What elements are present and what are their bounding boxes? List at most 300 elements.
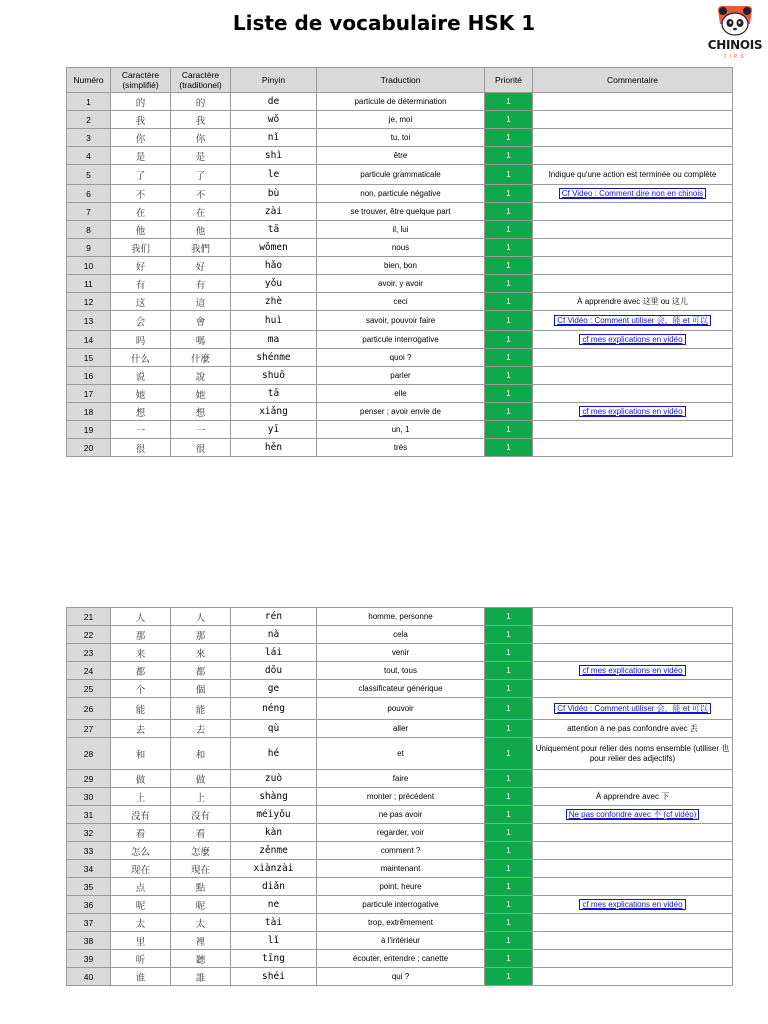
table-row xyxy=(67,257,733,275)
pinyin-cell: le xyxy=(231,165,317,185)
translation-cell: nous xyxy=(317,239,485,257)
simplified-character: 在 xyxy=(111,203,171,221)
simplified-character: 什么 xyxy=(111,349,171,367)
traditional-character: 聽 xyxy=(171,950,231,968)
comment-cell xyxy=(533,257,733,275)
table-row xyxy=(67,950,733,968)
table-row xyxy=(67,421,733,439)
simplified-character: 吗 xyxy=(111,331,171,349)
comment-cell xyxy=(533,111,733,129)
row-number: 37 xyxy=(67,914,111,932)
header-comment: Commentaire xyxy=(533,68,733,93)
table-row xyxy=(67,738,733,770)
traditional-character: 很 xyxy=(171,439,231,457)
pinyin-cell: nǐ xyxy=(231,129,317,147)
pinyin-cell: hé xyxy=(231,738,317,770)
row-number: 22 xyxy=(67,626,111,644)
pinyin-cell: shàng xyxy=(231,788,317,806)
priority-cell: 1 xyxy=(485,111,533,129)
priority-cell: 1 xyxy=(485,129,533,147)
traditional-character: 現在 xyxy=(171,860,231,878)
priority-cell: 1 xyxy=(485,221,533,239)
translation-cell: classificateur générique xyxy=(317,680,485,698)
table-row xyxy=(67,439,733,457)
vocab-table-2 xyxy=(66,607,733,986)
translation-cell: être xyxy=(317,147,485,165)
simplified-character: 是 xyxy=(111,147,171,165)
pinyin-cell: zài xyxy=(231,203,317,221)
pinyin-cell: nà xyxy=(231,626,317,644)
pinyin-cell: xiànzài xyxy=(231,860,317,878)
simplified-character: 了 xyxy=(111,165,171,185)
comment-cell xyxy=(533,968,733,986)
table-row xyxy=(67,644,733,662)
pinyin-cell: yǒu xyxy=(231,275,317,293)
table-row xyxy=(67,403,733,421)
priority-cell: 1 xyxy=(485,932,533,950)
priority-cell: 1 xyxy=(485,93,533,111)
traditional-character: 她 xyxy=(171,385,231,403)
traditional-character: 人 xyxy=(171,608,231,626)
pinyin-cell: tā xyxy=(231,385,317,403)
pinyin-cell: zěnme xyxy=(231,842,317,860)
pinyin-cell: zhè xyxy=(231,293,317,311)
priority-cell: 1 xyxy=(485,770,533,788)
priority-cell: 1 xyxy=(485,385,533,403)
traditional-character: 是 xyxy=(171,147,231,165)
translation-cell: faire xyxy=(317,770,485,788)
translation-cell: très xyxy=(317,439,485,457)
priority-cell: 1 xyxy=(485,914,533,932)
traditional-character: 他 xyxy=(171,221,231,239)
table-row xyxy=(67,770,733,788)
pinyin-cell: shéi xyxy=(231,968,317,986)
traditional-character: 呢 xyxy=(171,896,231,914)
translation-cell: il, lui xyxy=(317,221,485,239)
priority-cell: 1 xyxy=(485,806,533,824)
priority-cell: 1 xyxy=(485,275,533,293)
row-number: 9 xyxy=(67,239,111,257)
simplified-character: 我 xyxy=(111,111,171,129)
translation-cell: maintenant xyxy=(317,860,485,878)
table-row xyxy=(67,331,733,349)
traditional-character: 說 xyxy=(171,367,231,385)
comment-link[interactable]: Cf Vidéo : Comment utiliser 会，能 et 可以 xyxy=(554,703,711,714)
priority-cell: 1 xyxy=(485,165,533,185)
comment-cell xyxy=(533,770,733,788)
comment-link[interactable]: Ne pas confondre avec 不 (cf vidéo) xyxy=(566,809,700,820)
comment-cell xyxy=(533,662,733,680)
priority-cell: 1 xyxy=(485,349,533,367)
comment-cell: Uniquement pour relier des noms ensemble (utiliser 也 pour relier des adjectifs) xyxy=(533,738,733,770)
priority-cell: 1 xyxy=(485,293,533,311)
simplified-character: 谁 xyxy=(111,968,171,986)
table-row xyxy=(67,311,733,331)
traditional-character: 個 xyxy=(171,680,231,698)
traditional-character: 去 xyxy=(171,720,231,738)
translation-cell: à l'intérieur xyxy=(317,932,485,950)
comment-link[interactable]: cf mes explications en vidéo xyxy=(579,334,685,345)
simplified-character: 个 xyxy=(111,680,171,698)
comment-cell xyxy=(533,129,733,147)
table-row xyxy=(67,896,733,914)
comment-cell xyxy=(533,147,733,165)
priority-cell: 1 xyxy=(485,626,533,644)
table-row xyxy=(67,626,733,644)
comment-cell xyxy=(533,698,733,720)
traditional-character: 太 xyxy=(171,914,231,932)
table-row xyxy=(67,824,733,842)
vocab-table-1 xyxy=(66,67,733,457)
simplified-character: 和 xyxy=(111,738,171,770)
traditional-character: 怎麼 xyxy=(171,842,231,860)
pinyin-cell: ma xyxy=(231,331,317,349)
row-number: 24 xyxy=(67,662,111,680)
row-number: 13 xyxy=(67,311,111,331)
simplified-character: 呢 xyxy=(111,896,171,914)
header-translation: Traduction xyxy=(317,68,485,93)
priority-cell: 1 xyxy=(485,950,533,968)
row-number: 26 xyxy=(67,698,111,720)
simplified-character: 好 xyxy=(111,257,171,275)
translation-cell: monter ; précédent xyxy=(317,788,485,806)
priority-cell: 1 xyxy=(485,147,533,165)
simplified-character: 去 xyxy=(111,720,171,738)
simplified-character: 说 xyxy=(111,367,171,385)
simplified-character: 的 xyxy=(111,93,171,111)
pinyin-cell: huì xyxy=(231,311,317,331)
comment-link[interactable]: cf mes explications en vidéo xyxy=(579,406,685,417)
simplified-character: 来 xyxy=(111,644,171,662)
comment-cell: À apprendre avec 这里 ou 这儿 xyxy=(533,293,733,311)
translation-cell: parler xyxy=(317,367,485,385)
pinyin-cell: diǎn xyxy=(231,878,317,896)
table-row xyxy=(67,275,733,293)
table-row xyxy=(67,293,733,311)
row-number: 25 xyxy=(67,680,111,698)
comment-cell xyxy=(533,203,733,221)
pinyin-cell: dōu xyxy=(231,662,317,680)
row-number: 28 xyxy=(67,738,111,770)
priority-cell: 1 xyxy=(485,203,533,221)
table-row xyxy=(67,608,733,626)
row-number: 1 xyxy=(67,93,111,111)
logo-subtitle: TIPS xyxy=(723,54,747,60)
pinyin-cell: hěn xyxy=(231,439,317,457)
simplified-character: 那 xyxy=(111,626,171,644)
translation-cell: tu, toi xyxy=(317,129,485,147)
traditional-character: 誰 xyxy=(171,968,231,986)
translation-cell: savoir, pouvoir faire xyxy=(317,311,485,331)
pinyin-cell: shuō xyxy=(231,367,317,385)
pinyin-cell: hǎo xyxy=(231,257,317,275)
priority-cell: 1 xyxy=(485,644,533,662)
translation-cell: et xyxy=(317,738,485,770)
traditional-character: 你 xyxy=(171,129,231,147)
comment-cell xyxy=(533,403,733,421)
priority-cell: 1 xyxy=(485,367,533,385)
row-number: 27 xyxy=(67,720,111,738)
traditional-character: 上 xyxy=(171,788,231,806)
simplified-character: 一 xyxy=(111,421,171,439)
pinyin-cell: yī xyxy=(231,421,317,439)
comment-cell xyxy=(533,626,733,644)
translation-cell: particule grammaticale xyxy=(317,165,485,185)
table-row xyxy=(67,842,733,860)
simplified-character: 能 xyxy=(111,698,171,720)
traditional-character: 想 xyxy=(171,403,231,421)
row-number: 30 xyxy=(67,788,111,806)
priority-cell: 1 xyxy=(485,439,533,457)
comment-link[interactable]: Cf Video : Comment dire non en chinois xyxy=(559,188,706,199)
pinyin-cell: qù xyxy=(231,720,317,738)
simplified-character: 有 xyxy=(111,275,171,293)
row-number: 8 xyxy=(67,221,111,239)
priority-cell: 1 xyxy=(485,698,533,720)
page-title: Liste de vocabulaire HSK 1 xyxy=(232,11,536,35)
traditional-character: 好 xyxy=(171,257,231,275)
table-row xyxy=(67,680,733,698)
simplified-character: 上 xyxy=(111,788,171,806)
translation-cell: non, particule négative xyxy=(317,185,485,203)
table-row xyxy=(67,662,733,680)
simplified-character: 你 xyxy=(111,129,171,147)
table-row xyxy=(67,932,733,950)
comment-link[interactable]: Cf Vidéo : Comment utiliser 会，能 et 可以 xyxy=(554,315,711,326)
comment-cell xyxy=(533,680,733,698)
comment-cell xyxy=(533,93,733,111)
comment-cell: Indique qu'une action est terminée ou complète xyxy=(533,165,733,185)
row-number: 6 xyxy=(67,185,111,203)
priority-cell: 1 xyxy=(485,738,533,770)
row-number: 34 xyxy=(67,860,111,878)
table-row xyxy=(67,165,733,185)
comment-link[interactable]: cf mes explications en vidéo xyxy=(579,665,685,676)
traditional-character: 什麼 xyxy=(171,349,231,367)
simplified-character: 很 xyxy=(111,439,171,457)
row-number: 10 xyxy=(67,257,111,275)
pinyin-cell: ne xyxy=(231,896,317,914)
row-number: 11 xyxy=(67,275,111,293)
simplified-character: 她 xyxy=(111,385,171,403)
translation-cell: tout, tous xyxy=(317,662,485,680)
translation-cell: regarder, voir xyxy=(317,824,485,842)
translation-cell: cela xyxy=(317,626,485,644)
traditional-character: 做 xyxy=(171,770,231,788)
pinyin-cell: tài xyxy=(231,914,317,932)
comment-cell xyxy=(533,439,733,457)
simplified-character: 我们 xyxy=(111,239,171,257)
pinyin-cell: lǐ xyxy=(231,932,317,950)
pinyin-cell: xiǎng xyxy=(231,403,317,421)
traditional-character: 一 xyxy=(171,421,231,439)
simplified-character: 他 xyxy=(111,221,171,239)
table-row xyxy=(67,93,733,111)
row-number: 23 xyxy=(67,644,111,662)
pinyin-cell: rén xyxy=(231,608,317,626)
priority-cell: 1 xyxy=(485,185,533,203)
translation-cell: aller xyxy=(317,720,485,738)
table-row xyxy=(67,185,733,203)
translation-cell: écouter, entendre ; canette xyxy=(317,950,485,968)
comment-cell xyxy=(533,806,733,824)
translation-cell: particule interrogative xyxy=(317,331,485,349)
traditional-character: 有 xyxy=(171,275,231,293)
traditional-character: 能 xyxy=(171,698,231,720)
traditional-character: 了 xyxy=(171,165,231,185)
table-row xyxy=(67,203,733,221)
row-number: 36 xyxy=(67,896,111,914)
row-number: 5 xyxy=(67,165,111,185)
row-number: 35 xyxy=(67,878,111,896)
simplified-character: 做 xyxy=(111,770,171,788)
translation-cell: qui ? xyxy=(317,968,485,986)
comment-cell xyxy=(533,860,733,878)
translation-cell: particule interrogative xyxy=(317,896,485,914)
pinyin-cell: ge xyxy=(231,680,317,698)
traditional-character: 裡 xyxy=(171,932,231,950)
pinyin-cell: wǒmen xyxy=(231,239,317,257)
translation-cell: penser ; avoir envie de xyxy=(317,403,485,421)
comment-cell xyxy=(533,608,733,626)
priority-cell: 1 xyxy=(485,608,533,626)
comment-cell xyxy=(533,950,733,968)
simplified-character: 人 xyxy=(111,608,171,626)
translation-cell: trop, extrêmement xyxy=(317,914,485,932)
translation-cell: pouvoir xyxy=(317,698,485,720)
priority-cell: 1 xyxy=(485,824,533,842)
translation-cell: venir xyxy=(317,644,485,662)
panda-icon xyxy=(704,2,766,42)
table-row xyxy=(67,349,733,367)
comment-cell xyxy=(533,331,733,349)
simplified-character: 这 xyxy=(111,293,171,311)
row-number: 31 xyxy=(67,806,111,824)
table-row xyxy=(67,367,733,385)
priority-cell: 1 xyxy=(485,720,533,738)
simplified-character: 都 xyxy=(111,662,171,680)
simplified-character: 太 xyxy=(111,914,171,932)
comment-cell xyxy=(533,421,733,439)
traditional-character: 和 xyxy=(171,738,231,770)
row-number: 12 xyxy=(67,293,111,311)
header-traditional: Caractère (traditionel) xyxy=(171,68,231,93)
table-row xyxy=(67,806,733,824)
priority-cell: 1 xyxy=(485,403,533,421)
traditional-character: 我們 xyxy=(171,239,231,257)
table-row xyxy=(67,221,733,239)
traditional-character: 那 xyxy=(171,626,231,644)
header-simplified: Caractère (simplifié) xyxy=(111,68,171,93)
table-row xyxy=(67,860,733,878)
pinyin-cell: tīng xyxy=(231,950,317,968)
row-number: 20 xyxy=(67,439,111,457)
row-number: 21 xyxy=(67,608,111,626)
row-number: 33 xyxy=(67,842,111,860)
comment-cell: attention à ne pas confondre avec 丢 xyxy=(533,720,733,738)
row-number: 18 xyxy=(67,403,111,421)
translation-cell: avoir, y avoir xyxy=(317,275,485,293)
translation-cell: point, heure xyxy=(317,878,485,896)
row-number: 3 xyxy=(67,129,111,147)
pinyin-cell: wǒ xyxy=(231,111,317,129)
row-number: 15 xyxy=(67,349,111,367)
pinyin-cell: lái xyxy=(231,644,317,662)
row-number: 29 xyxy=(67,770,111,788)
pinyin-cell: shénme xyxy=(231,349,317,367)
traditional-character: 會 xyxy=(171,311,231,331)
chinois-tips-logo[interactable] xyxy=(704,2,766,64)
simplified-character: 听 xyxy=(111,950,171,968)
table-row xyxy=(67,968,733,986)
table-row xyxy=(67,147,733,165)
priority-cell: 1 xyxy=(485,257,533,275)
traditional-character: 沒有 xyxy=(171,806,231,824)
row-number: 14 xyxy=(67,331,111,349)
table-row xyxy=(67,720,733,738)
table-row xyxy=(67,385,733,403)
pinyin-cell: bù xyxy=(231,185,317,203)
priority-cell: 1 xyxy=(485,662,533,680)
table-row xyxy=(67,129,733,147)
pinyin-cell: tā xyxy=(231,221,317,239)
traditional-character: 不 xyxy=(171,185,231,203)
row-number: 16 xyxy=(67,367,111,385)
priority-cell: 1 xyxy=(485,788,533,806)
priority-cell: 1 xyxy=(485,331,533,349)
comment-cell xyxy=(533,896,733,914)
priority-cell: 1 xyxy=(485,311,533,331)
comment-cell xyxy=(533,824,733,842)
comment-cell xyxy=(533,221,733,239)
priority-cell: 1 xyxy=(485,680,533,698)
simplified-character: 怎么 xyxy=(111,842,171,860)
translation-cell: particule de détermination xyxy=(317,93,485,111)
table-row xyxy=(67,788,733,806)
table-row xyxy=(67,111,733,129)
header-pinyin: Pinyin xyxy=(231,68,317,93)
logo-name: CHINOIS xyxy=(707,38,763,52)
header-numero: Numéro xyxy=(67,68,111,93)
table-row xyxy=(67,914,733,932)
comment-cell: À apprendre avec 下 xyxy=(533,788,733,806)
pinyin-cell: de xyxy=(231,93,317,111)
comment-cell xyxy=(533,914,733,932)
comment-cell xyxy=(533,878,733,896)
comment-link[interactable]: cf mes explications en vidéo xyxy=(579,899,685,910)
priority-cell: 1 xyxy=(485,421,533,439)
priority-cell: 1 xyxy=(485,860,533,878)
priority-cell: 1 xyxy=(485,896,533,914)
priority-cell: 1 xyxy=(485,842,533,860)
row-number: 17 xyxy=(67,385,111,403)
row-number: 7 xyxy=(67,203,111,221)
traditional-character: 的 xyxy=(171,93,231,111)
comment-cell xyxy=(533,349,733,367)
pinyin-cell: néng xyxy=(231,698,317,720)
traditional-character: 看 xyxy=(171,824,231,842)
comment-cell xyxy=(533,275,733,293)
table-row xyxy=(67,698,733,720)
comment-cell xyxy=(533,367,733,385)
pinyin-cell: méiyǒu xyxy=(231,806,317,824)
pinyin-cell: zuò xyxy=(231,770,317,788)
comment-cell xyxy=(533,385,733,403)
pinyin-cell: shì xyxy=(231,147,317,165)
traditional-character: 嗎 xyxy=(171,331,231,349)
simplified-character: 现在 xyxy=(111,860,171,878)
traditional-character: 這 xyxy=(171,293,231,311)
